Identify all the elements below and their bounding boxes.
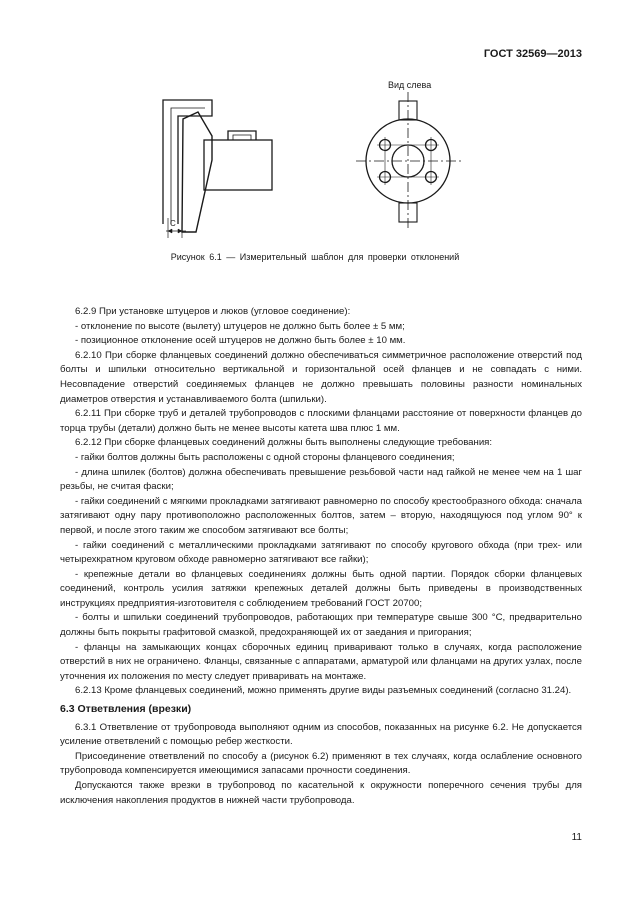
- left-view: [356, 92, 462, 230]
- paragraph-6-2-9: 6.2.9 При установке штуцеров и люков (угловое соединение):: [75, 306, 351, 317]
- list-item: - болты и шпильки соединений трубопроводов, работающих при температуре свыше 300 °С, предварительно должны быть покрыты графитовой смазкой, предохраняющей их от заедания и пригорания;: [60, 612, 582, 639]
- list-item: - гайки болтов должны быть расположены с одной стороны фланцевого соединения;: [75, 451, 455, 463]
- section-heading: 6.3 Ответвления (врезки): [60, 703, 192, 716]
- list-item: - фланцы на замыкающих концах сборочных единиц приваривают только в случаях, когда расположение отверстий в них не ограничено. Фланцы, связанные с аппаратами, арматурой или фланцами на других узлах, после уточнения их положения по месту следует приваривать на монтаже.: [60, 641, 582, 682]
- paragraph-6-3-1: 6.3.1 Ответвление от трубопровода выполняют одним из способов, показанных на рисунке 6.2. Не допускается усиление ответвлений с помощью ребер жесткости.: [60, 721, 582, 748]
- list-item: - длина шпилек (болтов) должна обеспечивать превышение резьбовой части над гайкой не менее чем на 1 шаг резьбы, не считая фаски;: [60, 466, 582, 493]
- paragraph: Допускаются также врезки в трубопровод по касательной к окружности поперечного сечения трубы для исключения накопления продуктов в нижней части трубопровода.: [60, 780, 582, 806]
- paragraph-6-2-13: 6.2.13 Кроме фланцевых соединений, можно применять другие виды разъемных соединений (согласно 31.24).: [75, 685, 572, 697]
- page-number: 11: [571, 832, 582, 843]
- list-item: - отклонение по высоте (вылету) штуцеров не должно быть более ± 5 мм;: [75, 320, 405, 332]
- list-item: - крепежные детали во фланцевых соединениях должны быть одной партии. Порядок сборки фланцевых соединений, контроль усилия затяжки крепежных деталей должны быть приведены в производственных инструкциях предприятия-изготовителя с соблюдением требований ГОСТ 20700;: [60, 568, 582, 609]
- paragraph: Присоединение ответвлений по способу а (рисунок 6.2) применяют в тех случаях, когда ослабление основного трубопровода компенсируется имеющимися запасами прочности соединения.: [60, 750, 582, 777]
- gauge-drawing: [0, 70, 630, 270]
- side-view: [163, 100, 272, 238]
- paragraph-6-2-12: 6.2.12 При сборке фланцевых соединений должны быть выполнены следующие требования:: [75, 437, 493, 449]
- list-item: - гайки соединений с металлическими прокладками затягивают по способу кругового обхода (при трех- или четырехкратном круговом обходе равномерно затягивают все гайки);: [60, 539, 582, 566]
- body-text: [60, 305, 582, 808]
- standard-header: ГОСТ 32569—2013: [483, 48, 582, 60]
- paragraph-6-2-11: 6.2.11 При сборке труб и деталей трубопроводов с плоскими фланцами расстояние от поверхности фланцев до торца трубы (детали) должно быть не менее высоты катета шва плюс 1 мм.: [60, 408, 582, 434]
- figure-caption: Рисунок 6.1 — Измерительный шаблон для проверки отклонений: [170, 252, 460, 262]
- view-label: Вид слева: [388, 80, 432, 90]
- list-item: - позиционное отклонение осей штуцеров не должно быть более ± 10 мм.: [75, 335, 406, 347]
- dimension-c-label: C: [170, 219, 176, 228]
- paragraph-6-2-10: 6.2.10 При сборке фланцевых соединений должно обеспечиваться симметричное расположение отверстий под болты и шпильки относительно вертикальной и горизонтальной осей фланцев и не совпадать с ними. Несовпадение отверстий соединяемых фланцев не должно превышать половины разности номинальных диаметров отверстия и устанавливаемого болта (шпильки).: [60, 349, 582, 405]
- list-item: - гайки соединений с мягкими прокладками затягивают равномерно по способу крестообразного обхода: сначала затягивают одну пару противоположно расположенных болтов, затем – вторую, находящуюся под углом 90° к первой, и после этого таким же способом затягивают все болты;: [60, 495, 582, 536]
